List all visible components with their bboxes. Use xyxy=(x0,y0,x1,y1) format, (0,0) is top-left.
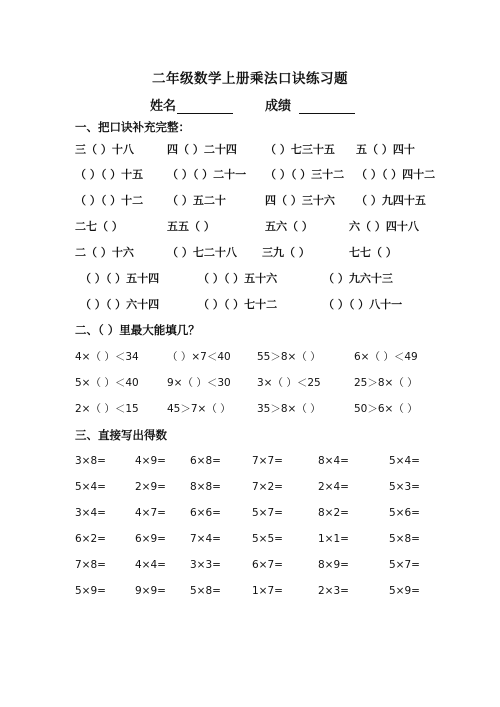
section1-problem: （ ）（ ）十二 xyxy=(75,194,144,207)
section1-problem: （ ）（ ）二十一 xyxy=(167,168,247,181)
section1-row xyxy=(0,244,500,260)
section3-problem: 5×4= xyxy=(389,455,420,467)
section1-problem: 六（ ）四十八 xyxy=(349,220,419,233)
name-blank-line xyxy=(177,101,233,114)
section2-problem: 45＞7×（ ） xyxy=(167,403,231,415)
section1-title: 一、把口诀补充完整： xyxy=(75,120,190,134)
section3-problem: 6×6= xyxy=(190,507,221,519)
section2-problem: 6×（ ）＜49 xyxy=(354,351,418,363)
section1-problem: 五六（ ） xyxy=(265,220,313,233)
section3-problem: 1×7= xyxy=(252,585,283,597)
section1-problem: 五（ ）四十 xyxy=(356,143,415,156)
section3-problem: 5×7= xyxy=(252,507,283,519)
section3-problem: 8×8= xyxy=(190,481,221,493)
section3-problem: 2×3= xyxy=(318,585,349,597)
section3-row xyxy=(0,455,500,471)
section3-row xyxy=(0,507,500,523)
section3-problem: 7×2= xyxy=(252,481,283,493)
section3-problem: 4×9= xyxy=(135,455,166,467)
section1-row xyxy=(0,166,500,182)
section1-problem: （ ）（ ）十五 xyxy=(75,168,144,181)
section3-problem: 6×8= xyxy=(190,455,221,467)
section2-row xyxy=(0,401,500,417)
section1-problem: （ ）（ ）八十一 xyxy=(323,298,403,311)
section2-title: 二、（ ）里最大能填几？ xyxy=(75,323,200,337)
section1-problem: 五五（ ） xyxy=(167,220,215,233)
section1-problem: （ ）七三十五 xyxy=(265,143,335,156)
name-field xyxy=(150,95,233,114)
section2-problem: 9×（ ）＜30 xyxy=(167,377,231,389)
section2-problem: 2×（ ）＜15 xyxy=(75,403,139,415)
section3-problem: 5×5= xyxy=(252,533,283,545)
section3-row xyxy=(0,559,500,575)
score-blank-line xyxy=(299,101,355,114)
section1-problem: 三（ ）十八 xyxy=(75,143,134,156)
section3-problem: 8×4= xyxy=(318,455,349,467)
section2-problem: 5×（ ）＜40 xyxy=(75,377,139,389)
section1-problem: 四（ ）二十四 xyxy=(167,143,237,156)
section1-problem: （ ）九六十三 xyxy=(323,272,393,285)
section3-problem: 5×8= xyxy=(190,585,221,597)
section1-row xyxy=(0,270,500,286)
section2-row xyxy=(0,349,500,365)
name-label: 姓名 xyxy=(150,99,177,114)
section2-problem: 3×（ ）＜25 xyxy=(257,377,321,389)
section3-problem: 1×1= xyxy=(318,533,349,545)
section1-problem: 二七（ ） xyxy=(75,220,123,233)
section3-problem: 2×4= xyxy=(318,481,349,493)
section3-problem: 5×8= xyxy=(389,533,420,545)
score-field xyxy=(265,95,355,114)
section3-problem: 7×4= xyxy=(190,533,221,545)
section3-problem: 4×4= xyxy=(135,559,166,571)
section3-row xyxy=(0,481,500,497)
section1-problem: （ ）七二十八 xyxy=(167,246,237,259)
section1-problem: （ ）（ ）六十四 xyxy=(80,298,160,311)
section3-problem: 6×9= xyxy=(135,533,166,545)
section1-problem: （ ）（ ）五十六 xyxy=(198,272,278,285)
section1-problem: 七七（ ） xyxy=(349,246,397,259)
section3-problem: 3×8= xyxy=(75,455,106,467)
section2-row xyxy=(0,375,500,391)
section3-title: 三、直接写出得数 xyxy=(75,428,167,442)
section3-problem: 5×9= xyxy=(75,585,106,597)
section2-problem: 50＞6×（ ） xyxy=(354,403,418,415)
section1-problem: 三九（ ） xyxy=(262,246,310,259)
section3-problem: 5×7= xyxy=(389,559,420,571)
section3-problem: 4×7= xyxy=(135,507,166,519)
section1-row xyxy=(0,218,500,234)
section3-problem: 6×7= xyxy=(252,559,283,571)
section1-problem: （ ）（ ）七十二 xyxy=(198,298,278,311)
section1-row xyxy=(0,141,500,157)
section3-problem: 5×3= xyxy=(389,481,420,493)
section3-problem: 8×2= xyxy=(318,507,349,519)
section1-problem: （ ）五二十 xyxy=(167,194,226,207)
section3-problem: 5×9= xyxy=(389,585,420,597)
section3-problem: 3×4= xyxy=(75,507,106,519)
section1-row xyxy=(0,296,500,312)
score-label: 成绩 xyxy=(265,99,292,114)
section2-problem: 25＞8×（ ） xyxy=(354,377,418,389)
section2-problem: 4×（ ）＜34 xyxy=(75,351,139,363)
section1-problem: 二（ ）十六 xyxy=(75,246,134,259)
section1-problem: （ ）（ ）五十四 xyxy=(80,272,160,285)
section3-problem: 7×8= xyxy=(75,559,106,571)
section1-problem: （ ）（ ）三十二 xyxy=(265,168,345,181)
section3-problem: 6×2= xyxy=(75,533,106,545)
section3-problem: 5×4= xyxy=(75,481,106,493)
section3-row xyxy=(0,585,500,601)
section2-problem: 55＞8×（ ） xyxy=(257,351,321,363)
section3-problem: 8×9= xyxy=(318,559,349,571)
section3-problem: 7×7= xyxy=(252,455,283,467)
section2-problem: （ ）×7＜40 xyxy=(167,351,231,363)
worksheet-title: 二年级数学上册乘法口诀练习题 xyxy=(152,71,348,87)
section2-problem: 35＞8×（ ） xyxy=(257,403,321,415)
section3-problem: 5×6= xyxy=(389,507,420,519)
section1-problem: （ ）九四十五 xyxy=(356,194,426,207)
section1-problem: 四（ ）三十六 xyxy=(265,194,335,207)
section3-problem: 9×9= xyxy=(135,585,166,597)
section1-problem: （ ）（ ）四十二 xyxy=(356,168,436,181)
section3-problem: 2×9= xyxy=(135,481,166,493)
section3-problem: 3×3= xyxy=(190,559,221,571)
section1-row xyxy=(0,192,500,208)
section3-row xyxy=(0,533,500,549)
